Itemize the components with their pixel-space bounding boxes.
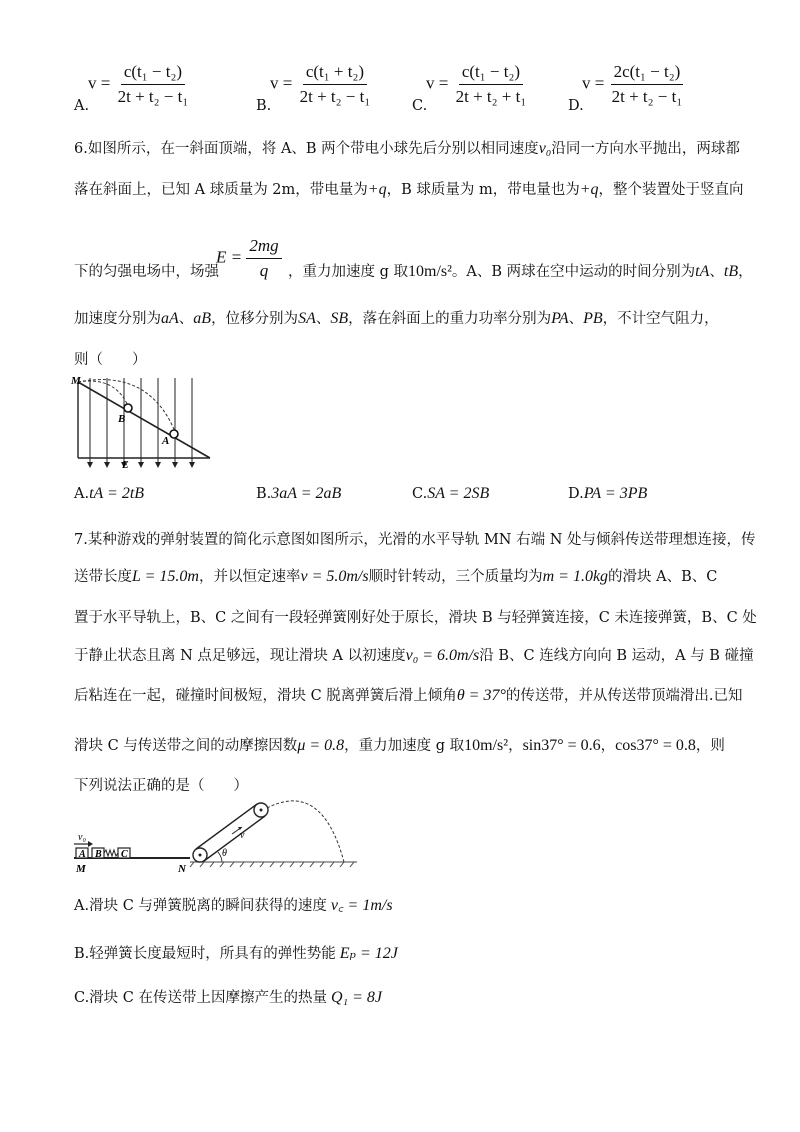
q7-label-m: M xyxy=(76,863,86,875)
q7-label-a: A xyxy=(79,849,86,860)
q7-line2: 送带长度L = 15.0m，并以恒定速率v = 5.0m/s顺时针转动，三个质量均为m = 1.0kg的滑块 A、B、C xyxy=(74,568,718,585)
q6-field-strength-formula: E = $\frac{2mg}{q}$ xyxy=(216,236,282,281)
q6-label-e: E xyxy=(122,460,129,471)
q7-label-b: B xyxy=(95,849,102,860)
q6-figure-bg xyxy=(70,372,216,472)
q6-line3-end: ，重力加速度 g 取10m/s²。A、B 两球在空中运动的时间分别为tA、tB， xyxy=(288,263,753,280)
q7-line7: 下列说法正确的是（ ） xyxy=(74,778,248,794)
q7-label-v: v xyxy=(240,830,245,841)
q7-option-a: A.滑块 C 与弹簧脱离的瞬间获得的速度 v꜀ = 1m/s xyxy=(74,897,393,914)
q5-option-c-formula: v = $\frac{\text{c(t₁ − t₂)}}{\text{2t + t₂ + t₁}}$ xyxy=(426,62,527,106)
q6-ball-b xyxy=(124,404,132,412)
q6-option-a: A.tA = 2tB xyxy=(74,485,145,502)
q5-option-c-label: C. xyxy=(412,98,428,114)
q7-label-theta: θ xyxy=(222,848,227,859)
q7-line5: 后粘连在一起，碰撞时间极短，滑块 C 脱离弹簧后滑上倾角θ = 37°的传送带，并从传送带顶端滑出.已知 xyxy=(74,687,743,704)
q7-label-c: C xyxy=(121,849,128,860)
q5-option-d-label: D. xyxy=(568,98,584,114)
q6-option-c: C.SA = 2SB xyxy=(412,485,490,502)
q7-line4: 于静止状态且离 N 点足够远，现让滑块 A 以初速度v₀ = 6.0m/s沿 B、C 连线方向向 B 运动，A 与 B 碰撞 xyxy=(74,647,754,664)
q7-line6: 滑块 C 与传送带之间的动摩擦因数μ = 0.8，重力加速度 g 取10m/s²，sin37° = 0.6，cos37° = 0.8，则 xyxy=(74,737,725,754)
q6-line4: 加速度分别为aA、aB，位移分别为SA、SB，落在斜面上的重力功率分别为PA、PB，不计空气阻力， xyxy=(74,310,719,327)
q5-option-a-label: A. xyxy=(74,98,90,114)
q7-line1: 7.某种游戏的弹射装置的简化示意图如图所示，光滑的水平导轨 MN 右端 N 处与倾斜传送带理想连接，传 xyxy=(74,532,756,548)
q7-figure xyxy=(72,800,362,878)
q6-label-m: M xyxy=(71,375,81,387)
q7-line3: 置于水平导轨上，B、C 之间有一段轻弹簧刚好处于原长，滑块 B 与轻弹簧连接，C 未连接弹簧，B、C 处 xyxy=(74,610,757,626)
q6-ball-a xyxy=(170,430,178,438)
q6-label-b: B xyxy=(118,413,126,425)
q6-option-b: B.3aA = 2aB xyxy=(256,485,342,502)
q5-option-d-formula: v = $\frac{\text{2c(t₁ − t₂)}}{\text{2t + t₂ − t₁}}$ xyxy=(582,62,683,106)
q6-line1: 6.如图所示，在一斜面顶端，将 A、B 两个带电小球先后分别以相同速度v₀沿同一方向水平抛出，两球都 xyxy=(74,140,740,157)
q6-label-a: A xyxy=(162,435,170,447)
q6-line5: 则（ ） xyxy=(74,352,147,368)
q6-option-d: D.PA = 3PB xyxy=(568,485,648,502)
q5-option-b-formula: v = $\frac{\text{c(t₁ + t₂)}}{\text{2t + t₂ − t₁}}$ xyxy=(270,62,371,106)
q5-option-a-formula: v = $\frac{\text{c(t₁ − t₂)}}{\text{2t + t₂ − t₁}}$ xyxy=(88,62,189,106)
q7-option-b: B.轻弹簧长度最短时，所具有的弹性势能 Eₚ = 12J xyxy=(74,945,398,962)
q6-figure xyxy=(70,372,216,472)
q7-label-v0: v₀ xyxy=(78,832,86,843)
q7-option-c: C.滑块 C 在传送带上因摩擦产生的热量 Q₁ = 8J xyxy=(74,989,383,1006)
q7-label-n: N xyxy=(178,863,186,875)
q5-option-b-label: B. xyxy=(256,98,272,114)
q6-line3-start: 下的匀强电场中，场强 xyxy=(74,264,219,280)
q6-line2: 落在斜面上，已知 A 球质量为 2m，带电量为+q，B 球质量为 m，带电量也为+q，整个装置处于竖直向 xyxy=(74,181,744,198)
